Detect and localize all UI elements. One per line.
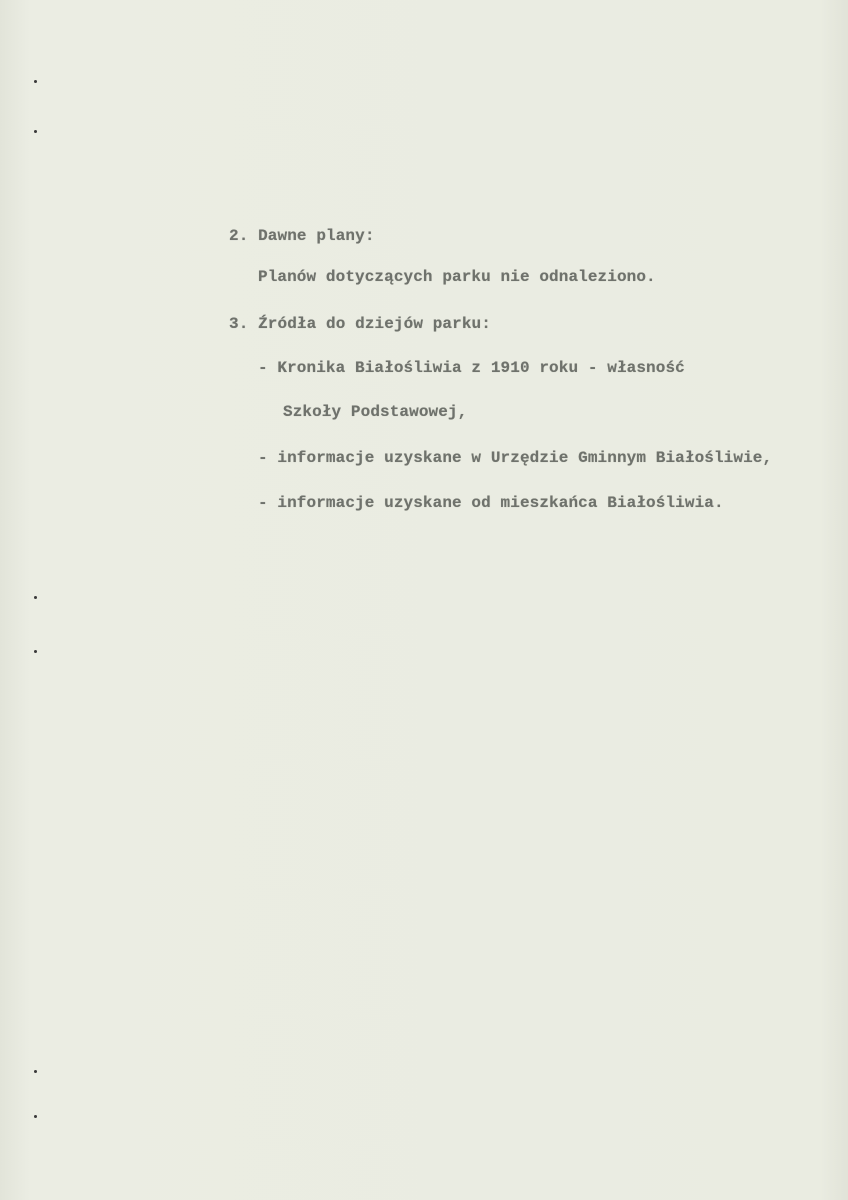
list-item: - Kronika Białośliwia z 1910 roku - własność — [258, 359, 685, 377]
margin-mark — [34, 130, 37, 133]
section-heading-sources: 3. Źródła do dziejów parku: — [229, 315, 491, 333]
margin-mark — [34, 1070, 37, 1073]
list-item: - informacje uzyskane w Urzędzie Gminnym Białośliwie, — [258, 449, 773, 467]
list-item: - informacje uzyskane od mieszkańca Białośliwia. — [258, 494, 724, 512]
list-item-continuation: Szkoły Podstawowej, — [283, 403, 468, 421]
section-heading-plans: 2. Dawne plany: — [229, 227, 375, 245]
margin-mark — [34, 80, 37, 83]
margin-mark — [34, 1115, 37, 1118]
section-body-plans: Planów dotyczących parku nie odnaleziono. — [258, 268, 656, 286]
margin-mark — [34, 596, 37, 599]
margin-mark — [34, 650, 37, 653]
